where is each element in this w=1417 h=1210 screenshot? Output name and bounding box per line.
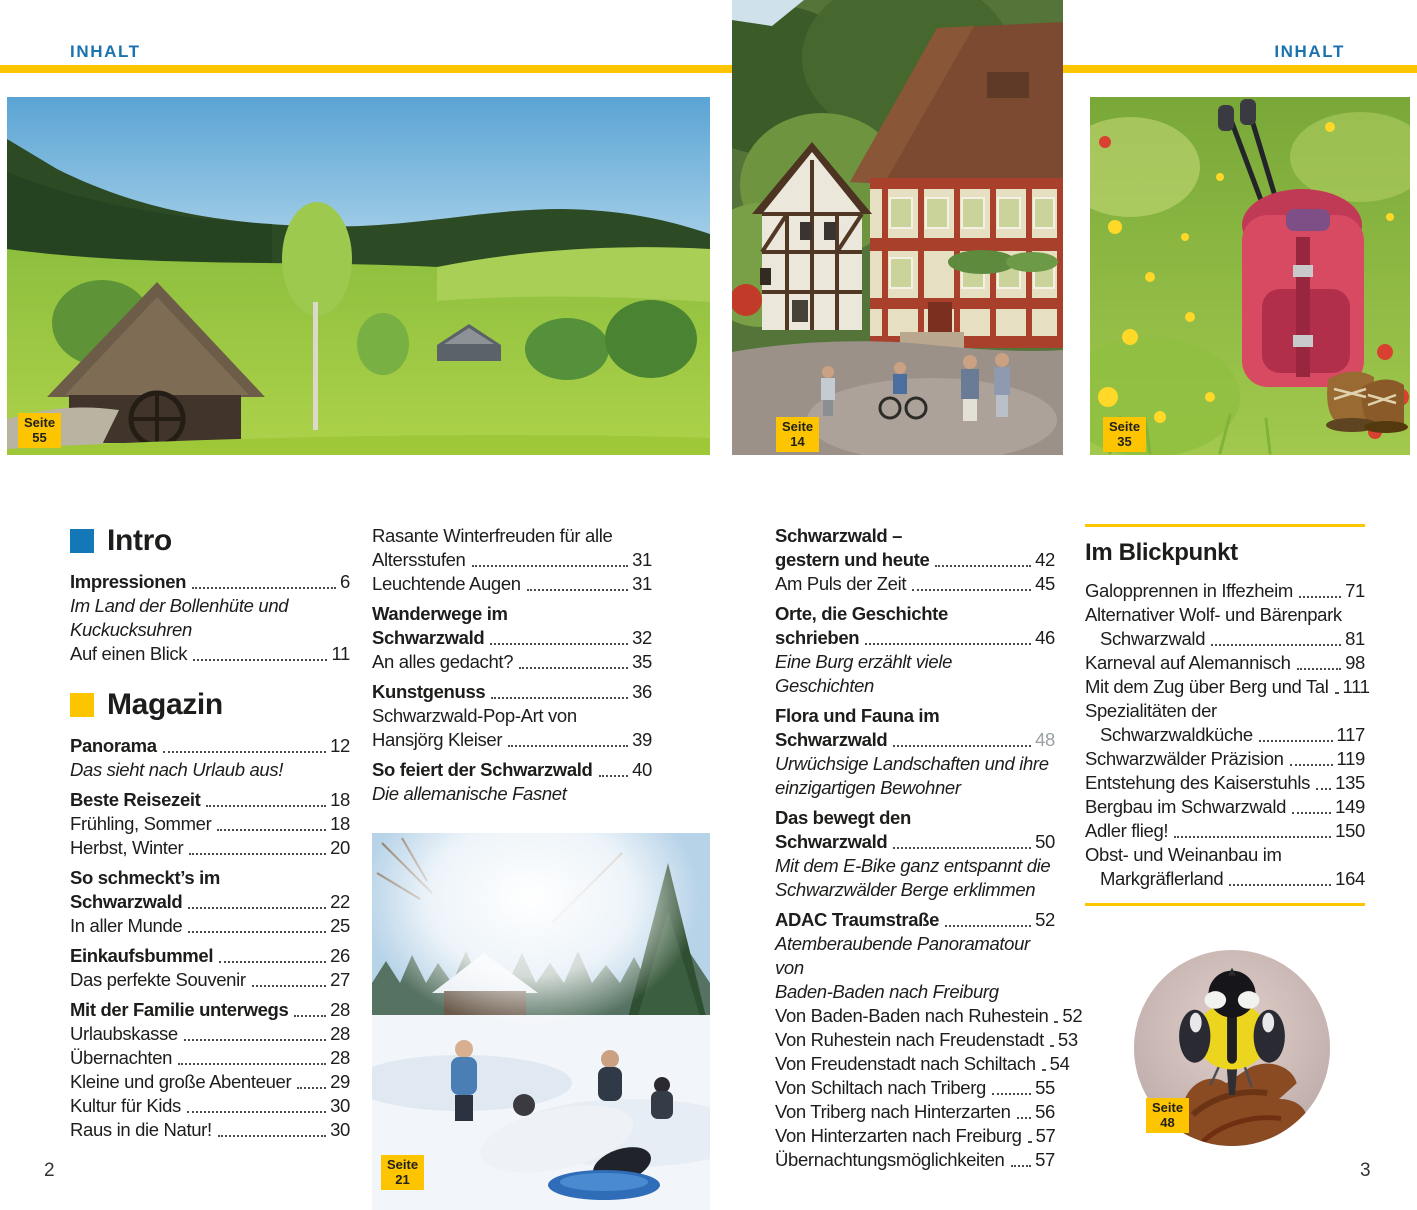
photo-landscape-watermill: [7, 97, 710, 455]
entry-page-number: 52: [1062, 1005, 1083, 1026]
entry-page-number: 39: [632, 729, 652, 750]
entry-label: Schwarzwald: [70, 891, 183, 912]
entry-label: schrieben: [775, 627, 860, 648]
entry-page-number: 18: [330, 789, 350, 810]
photo-village-street: [732, 0, 1063, 455]
toc-note: [70, 758, 350, 782]
column-heading: Im Blickpunkt: [1085, 539, 1238, 566]
dot-leader: [935, 565, 1031, 567]
entry-label: An alles gedacht?: [372, 651, 514, 672]
badge-page: 35: [1117, 434, 1132, 449]
note-line: Kuckucksuhren: [70, 619, 192, 640]
dot-leader: [217, 829, 326, 831]
entry-page-number: 52: [1035, 909, 1055, 930]
entry-label: Kleine und große Abenteuer: [70, 1071, 292, 1092]
toc-entry: [70, 812, 350, 836]
entry-label: Schwarzwald: [1100, 628, 1206, 649]
entry-label: Alternativer Wolf- und Bärenpark: [1085, 604, 1342, 625]
dot-leader: [1011, 1165, 1032, 1167]
entry-label: Kunstgenuss: [372, 681, 486, 702]
dot-leader: [865, 643, 1031, 645]
entry-label: Von Triberg nach Hinterzarten: [775, 1101, 1011, 1122]
entry-page-number: 111: [1342, 676, 1370, 697]
entry-label: Von Freudenstadt nach Schiltach: [775, 1053, 1036, 1074]
dot-leader: [1174, 836, 1331, 838]
badge-page: 21: [395, 1172, 410, 1187]
winter-illustration: [372, 833, 710, 1210]
entry-page-number: 56: [1035, 1101, 1055, 1122]
entry-label: Orte, die Geschichte: [775, 603, 948, 624]
toc-entry: [372, 758, 652, 782]
entry-page-number: 57: [1035, 1125, 1056, 1146]
note-line: Im Land der Bollenhüte und: [70, 595, 289, 616]
entry-label: ADAC Traumstraße: [775, 909, 940, 930]
entry-label: Schwarzwald –: [775, 525, 903, 546]
toc-entry: [372, 602, 652, 650]
entry-page-number: 117: [1336, 724, 1365, 745]
toc-entry: [70, 642, 350, 666]
dot-leader: [189, 853, 326, 855]
page-badge-winter: [381, 1155, 424, 1190]
note-line: Die allemanische Fasnet: [372, 783, 567, 804]
entry-label: Wanderwege im: [372, 603, 508, 624]
entry-label: Das perfekte Souvenir: [70, 969, 246, 990]
entry-label: Obst- und Weinanbau im: [1085, 844, 1282, 865]
entry-page-number: 55: [1035, 1077, 1055, 1098]
entry-page-number: 36: [632, 681, 652, 702]
entry-page-number: 12: [330, 735, 350, 756]
entry-label: Schwarzwald: [775, 729, 888, 750]
photo-backpack-meadow: [1090, 97, 1410, 455]
dot-leader: [599, 775, 629, 777]
dot-leader: [192, 587, 336, 589]
entry-page-number: 25: [330, 915, 350, 936]
entry-label: Karneval auf Alemannisch: [1085, 652, 1291, 673]
dot-leader: [178, 1063, 326, 1065]
entry-page-number: 28: [330, 999, 350, 1020]
entry-label: Von Ruhestein nach Freudenstadt: [775, 1029, 1044, 1050]
toc-entry: [70, 998, 350, 1022]
dot-leader: [1054, 1021, 1058, 1023]
toc-column-2: [372, 524, 652, 806]
header-yellow-rule: [0, 65, 1417, 73]
entry-label: Rasante Winterfreuden für alle: [372, 525, 613, 546]
entry-label: Schwarzwald: [372, 627, 485, 648]
toc-note: [775, 854, 1055, 902]
entry-page-number: 164: [1335, 868, 1365, 889]
entry-label: Entstehung des Kaiserstuhls: [1085, 772, 1311, 793]
toc-entry: [1085, 579, 1365, 603]
toc-entry: [775, 1004, 1083, 1028]
dot-leader: [893, 745, 1031, 747]
toc-column-3: [775, 524, 1083, 1172]
section-square-icon: [70, 529, 94, 553]
entry-label: Von Schiltach nach Triberg: [775, 1077, 986, 1098]
toc-entry: [775, 1028, 1078, 1052]
toc-entry: [70, 734, 350, 758]
entry-page-number: 6: [340, 571, 350, 592]
note-line: Mit dem E-Bike ganz entspannt die: [775, 855, 1051, 876]
entry-page-number: 42: [1035, 549, 1055, 570]
dot-leader: [992, 1093, 1031, 1095]
dot-leader: [297, 1087, 326, 1089]
toc-entry: [775, 1124, 1055, 1148]
toc-entry: [775, 908, 1055, 932]
toc-entry: [70, 1118, 350, 1142]
entry-page-number: 22: [330, 891, 350, 912]
entry-page-number: 27: [330, 969, 350, 990]
entry-label: Panorama: [70, 735, 157, 756]
dot-leader: [1316, 788, 1331, 790]
badge-page: 14: [790, 434, 805, 449]
dot-leader: [193, 659, 327, 661]
dot-leader: [1290, 764, 1333, 766]
entry-page-number: 30: [330, 1095, 350, 1116]
entry-label: Herbst, Winter: [70, 837, 184, 858]
yellow-rule: [1085, 524, 1365, 527]
toc-entry: [1085, 771, 1365, 795]
dot-leader: [187, 1111, 326, 1113]
dot-leader: [1211, 644, 1341, 646]
entry-label: Von Baden-Baden nach Ruhestein: [775, 1005, 1049, 1026]
entry-label: Kultur für Kids: [70, 1095, 181, 1116]
dot-leader: [294, 1015, 326, 1017]
badge-page: 48: [1160, 1115, 1175, 1130]
note-line: Urwüchsige Landschaften und ihre: [775, 753, 1049, 774]
toc-entry: [372, 680, 652, 704]
toc-entry: [1085, 819, 1365, 843]
entry-page-number: 32: [632, 627, 652, 648]
toc-entry: [775, 602, 1055, 650]
entry-label: Galopprennen in Iffezheim: [1085, 580, 1293, 601]
toc-entry: [775, 1052, 1070, 1076]
toc-column-1: [70, 524, 350, 1142]
toc-column-4: [1085, 524, 1370, 906]
toc-entry: [1085, 795, 1365, 819]
entry-page-number: 45: [1035, 573, 1055, 594]
badge-label: Seite: [1152, 1100, 1184, 1115]
page-number-left: 2: [44, 1160, 55, 1181]
entry-page-number: 20: [330, 837, 350, 858]
toc-section-heading-intro: [70, 524, 350, 558]
section-square-icon: [70, 693, 94, 717]
entry-page-number: 98: [1345, 652, 1365, 673]
entry-label: So schmeckt’s im: [70, 867, 221, 888]
dot-leader: [206, 805, 326, 807]
toc-section-heading-magazin: [70, 688, 350, 722]
toc-entry: [70, 1046, 350, 1070]
landscape-illustration: [7, 97, 710, 455]
page-header-right: INHALT: [1274, 42, 1345, 61]
dot-leader: [1292, 812, 1331, 814]
toc-entry: [775, 1076, 1055, 1100]
toc-entry: [70, 968, 350, 992]
note-line: einzigartigen Bewohner: [775, 777, 961, 798]
note-line: Atemberaubende Panoramatour von: [775, 933, 1030, 978]
dot-leader: [912, 589, 1031, 591]
dot-leader: [490, 643, 628, 645]
dot-leader: [519, 667, 628, 669]
entry-label: Raus in die Natur!: [70, 1119, 212, 1140]
entry-label: Von Hinterzarten nach Freiburg: [775, 1125, 1022, 1146]
toc-entry: [372, 704, 652, 752]
entry-label: Altersstufen: [372, 549, 466, 570]
entry-page-number: 31: [632, 549, 652, 570]
entry-page-number: 31: [632, 573, 652, 594]
yellow-rule: [1085, 903, 1365, 906]
entry-page-number: 35: [632, 651, 652, 672]
entry-page-number: 18: [330, 813, 350, 834]
toc-entry: [70, 1022, 350, 1046]
dot-leader: [219, 961, 326, 963]
dot-leader: [1050, 1045, 1054, 1047]
dot-leader: [163, 751, 326, 753]
entry-page-number: 46: [1035, 627, 1055, 648]
note-line: Baden-Baden nach Freiburg: [775, 981, 999, 1002]
toc-entry: [1085, 699, 1365, 747]
entry-label: Markgräflerland: [1100, 868, 1224, 889]
dot-leader: [508, 745, 628, 747]
toc-entry: [372, 524, 652, 572]
photo-winter-sledding: [372, 833, 710, 1210]
entry-label: Spezialitäten der: [1085, 700, 1217, 721]
badge-label: Seite: [24, 415, 56, 430]
entry-label: Impressionen: [70, 571, 187, 592]
toc-entry: [1085, 843, 1365, 891]
note-line: Schwarzwälder Berge erklimmen: [775, 879, 1036, 900]
entry-label: Beste Reisezeit: [70, 789, 201, 810]
dot-leader: [252, 985, 326, 987]
entry-page-number: 57: [1035, 1149, 1055, 1170]
dot-leader: [188, 907, 326, 909]
page-badge-backpack: [1103, 417, 1146, 452]
toc-note: [775, 932, 1055, 1004]
toc-entry: [775, 572, 1055, 596]
village-illustration: [732, 0, 1063, 455]
dot-leader: [1229, 884, 1331, 886]
entry-page-number: 50: [1035, 831, 1055, 852]
entry-label: Mit dem Zug über Berg und Tal: [1085, 676, 1329, 697]
toc-entry: [70, 788, 350, 812]
toc-entry: [1085, 747, 1365, 771]
toc-entry: [1085, 675, 1370, 699]
entry-label: Schwarzwald: [775, 831, 888, 852]
toc-entry: [70, 836, 350, 860]
entry-page-number: 53: [1057, 1029, 1078, 1050]
toc-entry: [372, 572, 652, 596]
entry-label: Hansjörg Kleiser: [372, 729, 503, 750]
entry-page-number: 48: [1035, 729, 1055, 750]
entry-page-number: 81: [1345, 628, 1365, 649]
dot-leader: [184, 1039, 326, 1041]
entry-label: gestern und heute: [775, 549, 930, 570]
toc-entry: [1085, 651, 1365, 675]
dot-leader: [527, 589, 628, 591]
section-label: Intro: [107, 524, 172, 557]
toc-entry: [70, 1070, 350, 1094]
toc-entry: [775, 704, 1055, 752]
entry-label: Adler flieg!: [1085, 820, 1169, 841]
toc-note: [775, 650, 1055, 698]
page-badge-village: [776, 417, 819, 452]
page-badge-landscape: [18, 413, 61, 448]
dot-leader: [1042, 1069, 1046, 1071]
entry-label: Schwarzwaldküche: [1100, 724, 1253, 745]
toc-entry: [775, 524, 1055, 572]
entry-page-number: 119: [1336, 748, 1365, 769]
entry-label: Leuchtende Augen: [372, 573, 521, 594]
backpack-illustration: [1090, 97, 1410, 455]
toc-entry: [70, 866, 350, 914]
entry-label: Urlaubskasse: [70, 1023, 178, 1044]
entry-label: Übernachtungsmöglichkeiten: [775, 1149, 1005, 1170]
dot-leader: [1299, 596, 1341, 598]
entry-label: In aller Munde: [70, 915, 183, 936]
badge-label: Seite: [387, 1157, 419, 1172]
toc-entry: [70, 914, 350, 938]
toc-note: [70, 594, 350, 642]
toc-entry: [775, 1100, 1055, 1124]
entry-page-number: 30: [330, 1119, 350, 1140]
dot-leader: [1259, 740, 1333, 742]
dot-leader: [893, 847, 1031, 849]
toc-entry: [70, 1094, 350, 1118]
page-number-right: 3: [1360, 1160, 1371, 1181]
note-line: Das sieht nach Urlaub aus!: [70, 759, 284, 780]
entry-label: Flora und Fauna im: [775, 705, 940, 726]
entry-label: Auf einen Blick: [70, 643, 188, 664]
dot-leader: [1297, 668, 1342, 670]
badge-label: Seite: [1109, 419, 1141, 434]
entry-page-number: 40: [632, 759, 652, 780]
badge-label: Seite: [782, 419, 814, 434]
entry-page-number: 135: [1335, 772, 1365, 793]
entry-page-number: 26: [330, 945, 350, 966]
toc-note: [372, 782, 652, 806]
entry-label: Bergbau im Schwarzwald: [1085, 796, 1287, 817]
entry-page-number: 28: [330, 1047, 350, 1068]
toc-entry: [70, 944, 350, 968]
entry-page-number: 150: [1335, 820, 1365, 841]
toc-entry: [775, 1148, 1055, 1172]
badge-page: 55: [32, 430, 47, 445]
page-badge-bird: [1146, 1098, 1189, 1133]
toc-note: [775, 752, 1055, 800]
entry-page-number: 11: [331, 643, 350, 664]
section-label: Magazin: [107, 688, 223, 721]
entry-page-number: 54: [1049, 1053, 1070, 1074]
dot-leader: [472, 565, 629, 567]
toc-entry: [775, 806, 1055, 854]
entry-page-number: 149: [1335, 796, 1365, 817]
entry-label: Einkaufsbummel: [70, 945, 214, 966]
note-line: Eine Burg erzählt viele Geschichten: [775, 651, 953, 696]
entry-page-number: 71: [1345, 580, 1365, 601]
dot-leader: [1028, 1141, 1032, 1143]
toc-entry: [372, 650, 652, 674]
entry-page-number: 28: [330, 1023, 350, 1044]
entry-label: Schwarzwälder Präzision: [1085, 748, 1284, 769]
toc-entry: [1085, 603, 1365, 651]
entry-label: Frühling, Sommer: [70, 813, 212, 834]
dot-leader: [491, 697, 628, 699]
entry-label: Mit der Familie unterwegs: [70, 999, 289, 1020]
dot-leader: [945, 925, 1031, 927]
toc-entry: [70, 570, 350, 594]
dot-leader: [218, 1135, 326, 1137]
page-header-left: INHALT: [70, 42, 141, 61]
dot-leader: [188, 931, 326, 933]
entry-label: Das bewegt den: [775, 807, 911, 828]
entry-label: Am Puls der Zeit: [775, 573, 907, 594]
entry-label: So feiert der Schwarzwald: [372, 759, 593, 780]
entry-page-number: 29: [330, 1071, 350, 1092]
dot-leader: [1017, 1117, 1031, 1119]
dot-leader: [1335, 692, 1339, 694]
entry-label: Übernachten: [70, 1047, 173, 1068]
entry-label: Schwarzwald-Pop-Art von: [372, 705, 577, 726]
